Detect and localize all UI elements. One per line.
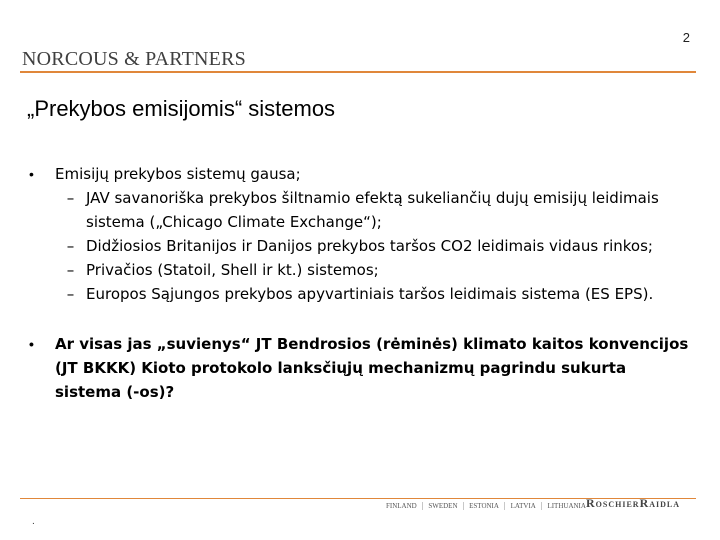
brand-logo-text: NORCOUS & PARTNERS [22, 48, 246, 70]
dash-icon: – [66, 189, 75, 207]
footer-country: SWEDEN [428, 501, 458, 510]
bullet-text: Emisijų prekybos sistemų gausa; [55, 165, 301, 183]
dash-icon: – [66, 237, 75, 255]
footer-separator: | [421, 501, 424, 510]
footer-country: FINLAND [386, 501, 417, 510]
footer-country: ESTONIA [469, 501, 499, 510]
footer-logo: RoschierRaidla [586, 496, 681, 510]
bullet-icon: • [29, 166, 34, 182]
footer-separator: | [503, 501, 506, 510]
footer-separator: | [540, 501, 543, 510]
slide-title: „Prekybos emisijomis“ sistemos [27, 96, 336, 121]
sub-bullet-item [55, 282, 694, 306]
footer-countries [386, 501, 586, 510]
sub-bullet-text: JAV savanoriška prekybos šiltnamio efektą sukeliančių dujų emisijų leidimais sistema („Chicago Climate Exchange“); [86, 189, 659, 231]
bullet-item-1 [29, 162, 694, 306]
sub-bullet-item [55, 258, 694, 282]
dash-icon: – [66, 285, 75, 303]
footer-country: LATVIA [510, 501, 536, 510]
footer-country: LITHUANIA [547, 501, 586, 510]
footer-dot: . [32, 516, 35, 527]
sub-bullet-text: Didžiosios Britanijos ir Danijos prekybos taršos CO2 leidimais vidaus rinkos; [86, 237, 653, 255]
header-rule [20, 71, 696, 73]
bullet-icon: • [29, 336, 34, 352]
sub-bullet-item [55, 186, 694, 234]
dash-icon: – [66, 261, 75, 279]
sub-bullet-list [55, 186, 694, 306]
bullet-text: Ar visas jas „suvienys“ JT Bendrosios (rėminės) klimato kaitos konvencijos (JT BKKK) Kioto protokolo lanksčiųjų mechanizmų pagrindu sukurta sistema (-os)? [55, 335, 689, 401]
sub-bullet-text: Privačios (Statoil, Shell ir kt.) sistemos; [86, 261, 379, 279]
sub-bullet-text: Europos Sąjungos prekybos apyvartiniais taršos leidimais sistema (ES EPS). [86, 285, 654, 303]
sub-bullet-item [55, 234, 694, 258]
page-number: 2 [682, 30, 690, 45]
bullet-item-2 [29, 332, 694, 404]
footer-separator: | [462, 501, 465, 510]
bullet-list [29, 162, 694, 404]
